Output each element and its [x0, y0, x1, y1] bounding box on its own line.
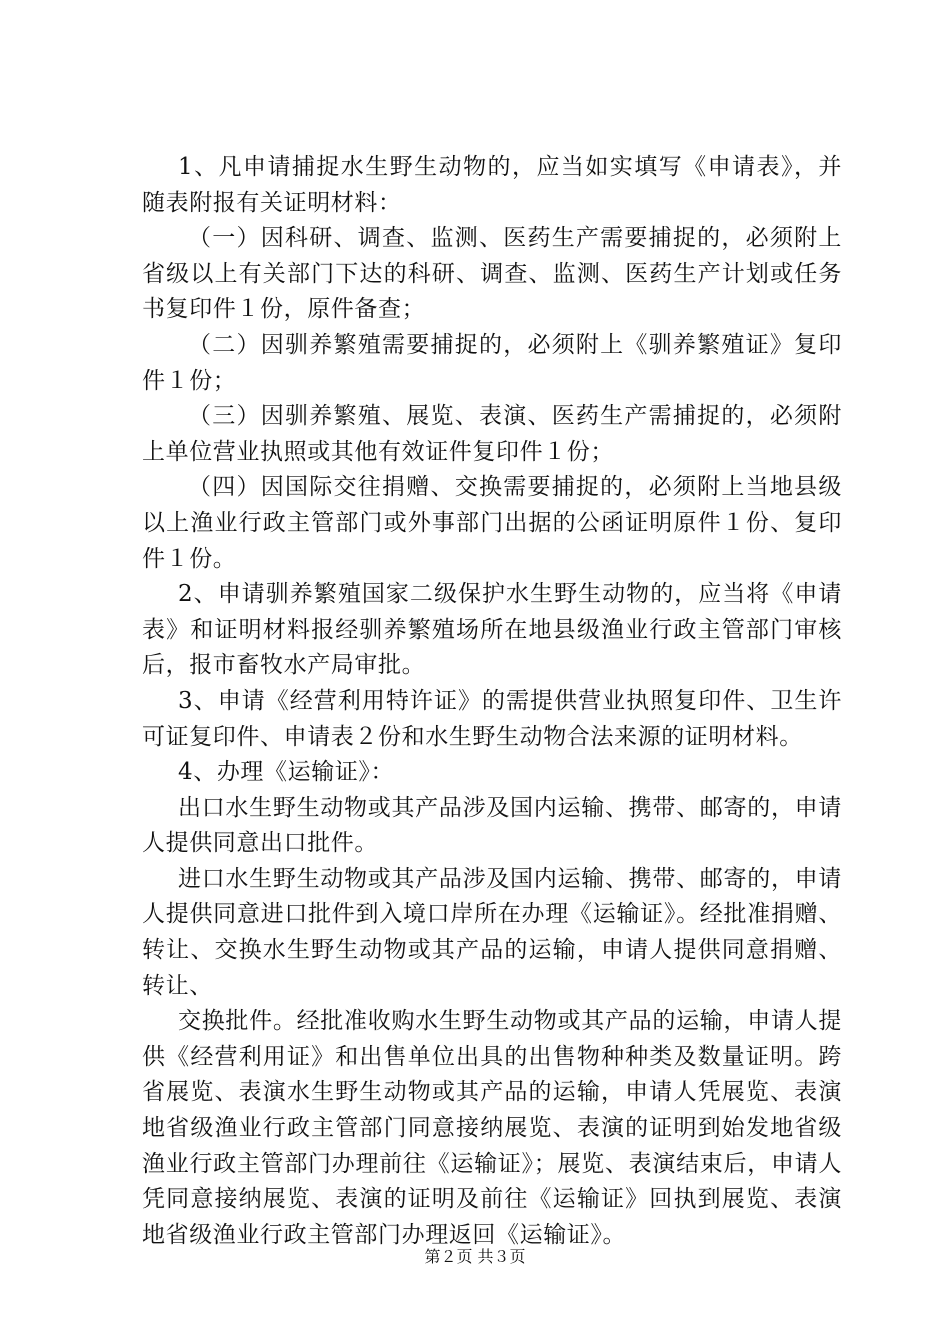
paragraph-import: 进口水生野生动物或其产品涉及国内运输、携带、邮寄的，申请人提供同意进口批件到入境口岸所在办理《运输证》。经批准捐赠、转让、交换水生野生动物或其产品的运输，申请人提供同意捐赠、转让、 [142, 865, 842, 999]
paragraph-item-4: 4、办理《运输证》： [178, 759, 395, 786]
paragraph-item-1-sub-2: （二）因驯养繁殖需要捕捉的，必须附上《驯养繁殖证》复印件１份； [142, 331, 842, 394]
paragraph-item-1-sub-3: （三）因驯养繁殖、展览、表演、医药生产需捕捉的，必须附上单位营业执照或其他有效证件复印件１份； [142, 403, 842, 465]
paragraph-item-1-sub-1: （一）因科研、调查、监测、医药生产需要捕捉的，必须附上省级以上有关部门下达的科研、调查、监测、医药生产计划或任务书复印件１份，原件备查； [142, 225, 842, 323]
document-body [142, 150, 842, 1253]
paragraph-exchange: 交换批件。经批准收购水生野生动物或其产品的运输，申请人提供《经营利用证》和出售单位出具的出售物种种类及数量证明。跨省展览、表演水生野生动物或其产品的运输，申请人凭展览、表演地省级渔业行政主管部门同意接纳展览、表演的证明到始发地省级渔业行政主管部门办理前往《运输证》；展览、表演结束后，申请人凭同意接纳展览、表演的证明及前往《运输证》回执到展览、表演地省级渔业行政主管部门办理返回《运输证》。 [142, 1008, 842, 1248]
paragraph-item-1-sub-4: （四）因国际交往捐赠、交换需要捕捉的，必须附上当地县级以上渔业行政主管部门或外事部门出据的公函证明原件１份、复印件１份。 [142, 474, 842, 572]
page-number-footer: 第２页 共３页 [424, 1247, 526, 1266]
paragraph-item-3: 3、申请《经营利用特许证》的需提供营业执照复印件、卫生许可证复印件、申请表２份和水生野生动物合法来源的证明材料。 [142, 687, 842, 750]
paragraph-export: 出口水生野生动物或其产品涉及国内运输、携带、邮寄的，申请人提供同意出口批件。 [142, 794, 842, 857]
paragraph-item-1: 1、凡申请捕捉水生野生动物的，应当如实填写《申请表》，并随表附报有关证明材料： [142, 154, 842, 216]
paragraph-item-2: 2、申请驯养繁殖国家二级保护水生野生动物的，应当将《申请表》和证明材料报经驯养繁殖场所在地县级渔业行政主管部门审核后，报市畜牧水产局审批。 [142, 581, 842, 679]
